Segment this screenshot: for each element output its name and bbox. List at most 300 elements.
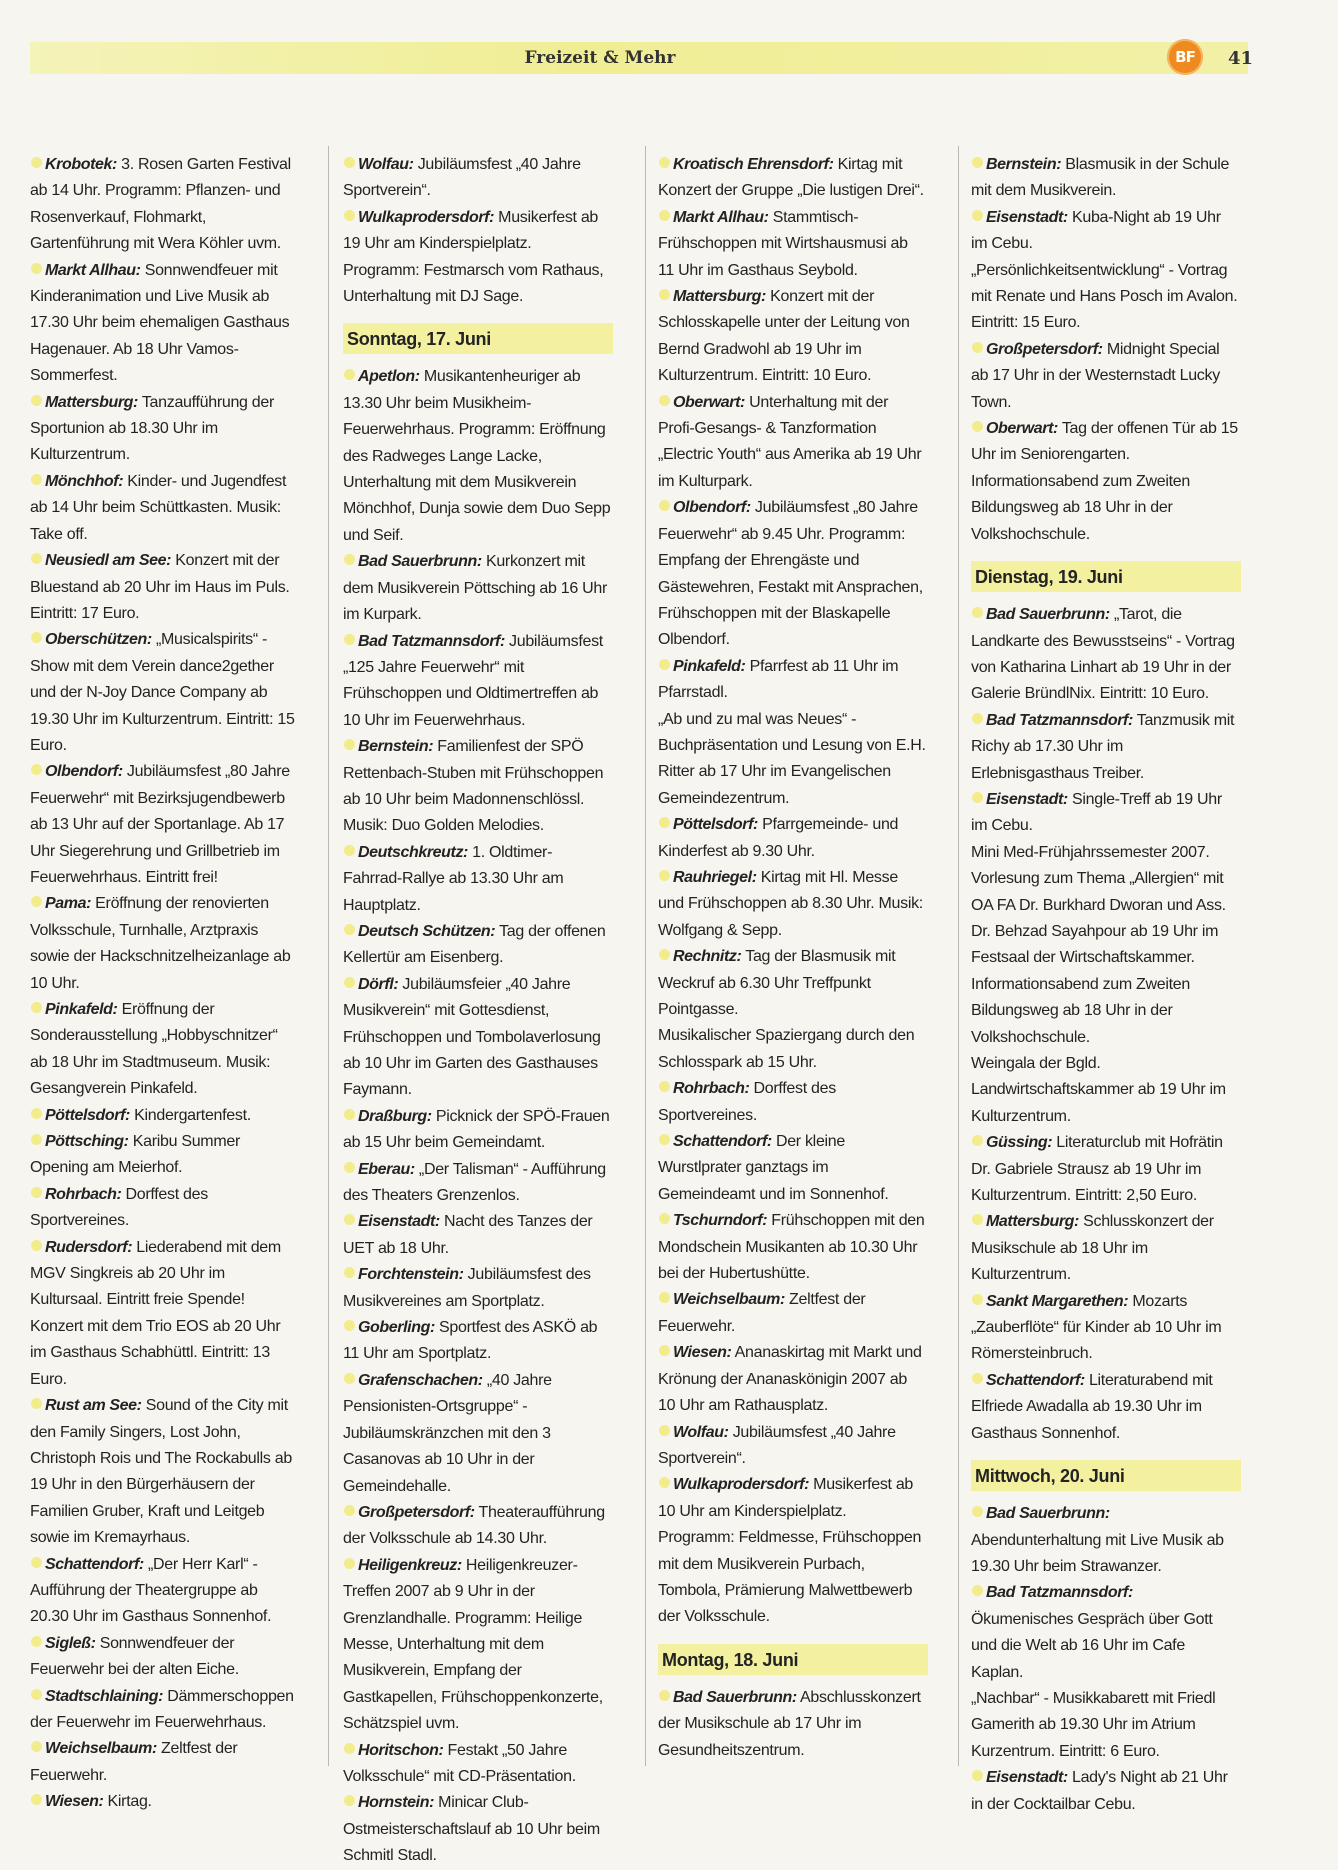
- event-description: „Musicalspirits“ - Show mit dem Verein dance2gether und der N-Joy Dance Company ab 19.30 Uhr im Kulturzentrum. Eintritt: 15 Euro.: [30, 631, 295, 754]
- column-divider: [645, 146, 646, 1766]
- event-description: Kindergartenfest.: [129, 1106, 251, 1124]
- event-entry: [30, 548, 298, 627]
- event-description: Minicar Club-Ostmeisterschaftslauf ab 10 Uhr beim Schmitl Stadl.: [343, 1794, 600, 1865]
- bullet-icon: [344, 369, 355, 380]
- event-location: Schattendorf:: [986, 1371, 1085, 1389]
- event-location: Pinkafeld:: [673, 657, 746, 675]
- event-location: Wolfau:: [673, 1423, 729, 1441]
- event-description: „Nachbar“ - Musikkabarett mit Friedl Gamerith ab 19.30 Uhr im Atrium Kurzentrum. Eintritt: 6 Euro.: [971, 1689, 1216, 1760]
- event-location: Pama:: [45, 895, 92, 913]
- bullet-icon: [344, 157, 355, 168]
- event-location: Pöttsching:: [45, 1133, 129, 1151]
- event-location: Weichselbaum:: [673, 1291, 785, 1309]
- column-divider: [958, 146, 959, 1766]
- event-description: Karibu Summer Opening am Meierhof.: [30, 1133, 240, 1177]
- event-location: Draßburg:: [358, 1107, 432, 1125]
- bullet-icon: [344, 1162, 355, 1173]
- event-location: Deutschkreutz:: [358, 843, 468, 861]
- event-description: Weingala der Bgld. Landwirtschaftskammer ab 19 Uhr im Kulturzentrum.: [971, 1055, 1226, 1125]
- event-entry: [971, 1501, 1239, 1580]
- event-location: Markt Allhau:: [45, 261, 141, 279]
- day-heading: Montag, 18. Juni: [658, 1644, 928, 1675]
- event-description: Der kleine Wurstlprater ganztags im Gemeindeamt und im Sonnenhof.: [658, 1133, 889, 1203]
- event-description: Kirtag mit Konzert der Gruppe „Die lustigen Drei“.: [658, 156, 924, 200]
- event-entry: [658, 1023, 926, 1076]
- event-entry: [658, 1420, 926, 1473]
- event-description: Jubiläumsfest „80 Jahre Feuerwehr“ ab 9.45 Uhr. Programm: Empfang der Ehrengäste und Gästewehren, Festakt mit Ansprachen, Frühschoppen mit der Blaskapelle Olbendorf.: [658, 499, 923, 649]
- event-description: „Der Talisman“ - Aufführung des Theaters Grenzenlos.: [343, 1160, 606, 1205]
- event-description: Stammtisch-Frühschoppen mit Wirtshausmusi ab 11 Uhr im Gasthaus Seybold.: [658, 208, 908, 279]
- event-description: Midnight Special ab 17 Uhr in der Westernstadt Lucky Town.: [971, 340, 1220, 411]
- event-description: Jubiläumsfest „125 Jahre Feuerwehr“ mit Frühschoppen und Oldtimertreffen ab 10 Uhr im Feuerwehrhaus.: [343, 632, 603, 729]
- event-description: Jubiläumsfest „80 Jahre Feuerwehr“ mit Bezirksjugendbewerb ab 13 Uhr auf der Sportanlage. Ab 17 Uhr Siegerehrung und Grillbetrieb im Feuerwehrhaus. Eintritt frei!: [30, 763, 290, 886]
- event-location: Sigleß:: [45, 1634, 96, 1652]
- event-description: Informationsabend zum Zweiten Bildungsweg ab 18 Uhr in der Volkshochschule.: [971, 472, 1190, 543]
- event-location: Olbendorf:: [45, 763, 123, 781]
- event-location: Sankt Margarethen:: [986, 1292, 1129, 1310]
- event-entry: [30, 1129, 298, 1182]
- bullet-icon: [659, 1345, 670, 1356]
- bullet-icon: [31, 474, 42, 485]
- event-description: Mozarts „Zauberflöte“ für Kinder ab 10 Uhr im Römersteinbruch.: [971, 1292, 1222, 1363]
- event-location: Eisenstadt:: [986, 1769, 1068, 1787]
- event-description: Theateraufführung der Volksschule ab 14.30 Uhr.: [343, 1503, 605, 1548]
- bullet-icon: [31, 263, 42, 274]
- event-location: Bad Tatzmannsdorf:: [358, 632, 505, 650]
- event-location: Rechnitz:: [673, 948, 742, 966]
- event-location: Markt Allhau:: [673, 208, 769, 226]
- event-location: Eisenstadt:: [358, 1213, 440, 1231]
- event-entry: [971, 416, 1239, 469]
- bullet-icon: [31, 1741, 42, 1752]
- bullet-icon: [31, 1557, 42, 1568]
- event-description: Picknick der SPÖ-Frauen ab 15 Uhr beim Gemeindamt.: [343, 1107, 610, 1152]
- bullet-icon: [31, 1689, 42, 1700]
- page-header-bar: [30, 42, 1254, 74]
- event-entry: [343, 1104, 611, 1157]
- bullet-icon: [972, 342, 983, 353]
- bullet-icon: [31, 764, 42, 775]
- event-description: Kuba-Night ab 19 Uhr im Cebu.: [971, 208, 1221, 253]
- event-location: Oberwart:: [673, 393, 745, 411]
- bullet-icon: [659, 395, 670, 406]
- event-description: „40 Jahre Pensionisten-Ortsgruppe“ - Jubiläumskränzchen mit den 3 Casanovas ab 10 Uhr in der Gemeindehalle.: [343, 1371, 552, 1495]
- bullet-icon: [344, 739, 355, 750]
- bullet-icon: [31, 1636, 42, 1647]
- event-description: Musikerfest ab 19 Uhr am Kinderspielplatz. Programm: Festmarsch vom Rathaus, Unterhaltung mit DJ Sage.: [343, 208, 604, 306]
- bullet-icon: [344, 1109, 355, 1120]
- bullet-icon: [344, 554, 355, 565]
- event-description: Tanzaufführung der Sportunion ab 18.30 Uhr im Kulturzentrum.: [30, 393, 275, 464]
- event-column-2: [343, 152, 611, 1870]
- event-entry: [30, 390, 298, 469]
- event-description: Pfarrfest ab 11 Uhr im Pfarrstadl.: [658, 657, 899, 702]
- bullet-icon: [31, 1187, 42, 1198]
- event-location: Stadtschlaining:: [45, 1687, 164, 1705]
- event-description: Tag der offenen Tür ab 15 Uhr im Seniorengarten.: [971, 420, 1238, 464]
- event-description: Abschlusskonzert der Musikschule ab 17 Uhr im Gesundheitszentrum.: [658, 1688, 921, 1759]
- bullet-icon: [31, 1002, 42, 1013]
- event-location: Apetlon:: [358, 368, 420, 386]
- bullet-icon: [659, 1081, 670, 1092]
- event-entry: [971, 205, 1239, 258]
- day-heading-box: [343, 310, 613, 364]
- bullet-icon: [972, 1770, 983, 1781]
- bullet-icon: [344, 1558, 355, 1569]
- event-location: Bad Tatzmannsdorf:: [986, 1584, 1133, 1602]
- event-description: Jubiläumsfest „40 Jahre Sportverein“.: [658, 1423, 896, 1467]
- event-location: Grafenschachen:: [358, 1371, 483, 1389]
- bullet-icon: [972, 1135, 983, 1146]
- event-entry: [971, 1209, 1239, 1288]
- event-column-4: [971, 152, 1239, 1818]
- bullet-icon: [972, 1585, 983, 1596]
- event-entry: [658, 1287, 926, 1340]
- bullet-icon: [344, 1320, 355, 1331]
- event-column-3: [658, 152, 926, 1764]
- event-location: Forchtenstein:: [358, 1266, 464, 1284]
- bullet-icon: [972, 1214, 983, 1225]
- event-location: Großpetersdorf:: [358, 1503, 475, 1521]
- event-location: Oberwart:: [986, 420, 1058, 438]
- event-entry: [971, 1051, 1239, 1130]
- bullet-icon: [659, 1292, 670, 1303]
- event-description: Frühschoppen mit den Mondschein Musikanten ab 10.30 Uhr bei der Hubertushütte.: [658, 1212, 925, 1283]
- event-entry: [971, 152, 1239, 205]
- event-description: Pfarrgemeinde- und Kinderfest ab 9.30 Uhr.: [658, 816, 899, 860]
- event-entry: [971, 1765, 1239, 1818]
- event-entry: [343, 1368, 611, 1500]
- bullet-icon: [31, 157, 42, 168]
- bullet-icon: [659, 157, 670, 168]
- event-description: Tanzmusik mit Richy ab 17.30 Uhr im Erlebnisgasthaus Treiber.: [971, 711, 1235, 782]
- event-column-1: [30, 152, 298, 1816]
- event-location: Wulkaprodersdorf:: [673, 1476, 810, 1494]
- event-location: Bad Tatzmannsdorf:: [986, 711, 1133, 729]
- event-location: Wolfau:: [358, 156, 414, 173]
- bullet-icon: [344, 210, 355, 221]
- bullet-icon: [659, 289, 670, 300]
- event-location: Mattersburg:: [986, 1213, 1079, 1231]
- event-location: Rauhriegel:: [673, 868, 757, 886]
- event-location: Bad Sauerbrunn:: [986, 606, 1110, 624]
- event-location: Oberschützen:: [45, 631, 152, 649]
- event-entry: [30, 759, 298, 891]
- bullet-icon: [31, 632, 42, 643]
- event-location: Wulkaprodersdorf:: [358, 208, 495, 226]
- event-description: Schlusskonzert der Musikschule ab 18 Uhr im Kulturzentrum.: [971, 1213, 1214, 1284]
- event-entry: [971, 602, 1239, 708]
- event-description: Sonnwendfeuer der Feuerwehr bei der alten Eiche.: [30, 1634, 239, 1679]
- event-description: Informationsabend zum Zweiten Bildungsweg ab 18 Uhr in der Volkshochschule.: [971, 975, 1190, 1046]
- event-location: Schattendorf:: [673, 1133, 772, 1151]
- event-entry: [658, 390, 926, 496]
- event-location: Rudersdorf:: [45, 1238, 133, 1256]
- event-entry: [658, 707, 926, 813]
- event-location: Kroatisch Ehrensdorf:: [673, 156, 834, 173]
- event-entry: [971, 1130, 1239, 1209]
- event-location: Rohrbach:: [45, 1185, 122, 1203]
- event-location: Mönchhof:: [45, 472, 124, 490]
- event-entry: [343, 919, 611, 972]
- bullet-icon: [31, 395, 42, 406]
- event-entry: [30, 1393, 298, 1551]
- event-description: Kirtag mit Hl. Messe und Frühschoppen ab 8.30 Uhr. Musik: Wolfgang & Sepp.: [658, 868, 923, 939]
- event-description: „Der Herr Karl“ - Aufführung der Theatergruppe ab 20.30 Uhr im Gasthaus Sonnenhof.: [30, 1555, 272, 1626]
- event-entry: [30, 1631, 298, 1684]
- bullet-icon: [972, 1294, 983, 1305]
- event-entry: [658, 1208, 926, 1287]
- event-entry: [343, 1790, 611, 1869]
- event-entry: [343, 840, 611, 919]
- bf-logo-icon: BF: [1167, 39, 1203, 75]
- event-location: Olbendorf:: [673, 499, 751, 517]
- event-location: Neusiedl am See:: [45, 552, 172, 570]
- event-description: Heiligenkreuzer-Treffen 2007 ab 9 Uhr in der Grenzlandhalle. Programm: Heilige Messe, Unterhaltung mit dem Musikverein, Empfang der Gastkapellen, Frühschoppenkonzerte, Schätzspiel uvm.: [343, 1556, 603, 1733]
- bullet-icon: [659, 817, 670, 828]
- event-entry: [658, 495, 926, 653]
- bullet-icon: [344, 1267, 355, 1278]
- event-description: Blasmusik in der Schule mit dem Musikverein.: [971, 156, 1230, 200]
- bullet-icon: [31, 1134, 42, 1145]
- bullet-icon: [972, 607, 983, 618]
- event-description: Familienfest der SPÖ Rettenbach-Stuben mit Frühschoppen ab 10 Uhr beim Madonnenschlössl. Musik: Duo Golden Melodies.: [343, 738, 604, 835]
- event-location: Wiesen:: [673, 1344, 732, 1362]
- event-entry: [971, 337, 1239, 416]
- event-description: Ananaskirtag mit Markt und Krönung der Ananaskönigin 2007 ab 10 Uhr am Rathausplatz.: [658, 1344, 922, 1415]
- event-entry: [658, 654, 926, 707]
- event-location: Wiesen:: [45, 1793, 104, 1811]
- column-divider: [328, 146, 329, 1766]
- event-entry: [658, 812, 926, 865]
- event-entry: [658, 1076, 926, 1129]
- event-description: Abendunterhaltung mit Live Musik ab 19.30 Uhr beim Strawanzer.: [971, 1531, 1224, 1575]
- event-description: Lady's Night ab 21 Uhr in der Cocktailbar Cebu.: [971, 1769, 1228, 1813]
- event-entry: [343, 1738, 611, 1791]
- bullet-icon: [659, 500, 670, 511]
- event-entry: [971, 1580, 1239, 1686]
- event-description: Jubiläumsfest „40 Jahre Sportverein“.: [343, 156, 581, 200]
- bullet-icon: [31, 1398, 42, 1409]
- event-entry: [658, 205, 926, 284]
- event-entry: [971, 469, 1239, 548]
- bullet-icon: [659, 870, 670, 881]
- event-entry: [658, 1472, 926, 1630]
- event-entry: [343, 972, 611, 1104]
- bullet-icon: [972, 1373, 983, 1384]
- event-location: Eberau:: [358, 1160, 415, 1178]
- event-description: „Tarot, die Landkarte des Bewusstseins“ - Vortrag von Katharina Linhart ab 19 Uhr in der Galerie BründlNix. Eintritt: 10 Euro.: [971, 606, 1235, 703]
- event-description: Konzert mit dem Trio EOS ab 20 Uhr im Gasthaus Schabhüttl. Eintritt: 13 Euro.: [30, 1317, 281, 1388]
- bullet-icon: [344, 924, 355, 935]
- bullet-icon: [972, 792, 983, 803]
- event-entry: [343, 1262, 611, 1315]
- event-description: Mini Med-Frühjahrssemester 2007. Vorlesung zum Thema „Allergien“ mit OA FA Dr. Burkhard Dworan und Ass. Dr. Behzad Sayahpour ab 19 Uhr im Festsaal der Wirtschaftskammer.: [971, 843, 1226, 967]
- event-entry: [658, 152, 926, 205]
- event-entry: [30, 1103, 298, 1129]
- bullet-icon: [659, 1134, 670, 1145]
- event-description: Ökumenisches Gespräch über Gott und die Welt ab 16 Uhr im Cafe Kaplan.: [971, 1610, 1213, 1681]
- event-location: Bad Sauerbrunn:: [673, 1688, 797, 1706]
- bullet-icon: [344, 1373, 355, 1384]
- event-description: Eröffnung der renovierten Volksschule, Turnhalle, Arztpraxis sowie der Hackschnitzelheizanlage ab 10 Uhr.: [30, 895, 291, 992]
- event-entry: [343, 549, 611, 628]
- bullet-icon: [659, 1213, 670, 1224]
- event-description: Sonnwendfeuer mit Kinderanimation und Live Musik ab 17.30 Uhr beim ehemaligen Gasthaus Hagenauer. Ab 18 Uhr Vamos-Sommerfest.: [30, 261, 290, 385]
- event-location: Horitschon:: [358, 1741, 444, 1759]
- bullet-icon: [344, 1214, 355, 1225]
- bullet-icon: [344, 1505, 355, 1516]
- event-location: Hornstein:: [358, 1794, 435, 1812]
- event-description: Musikantenheuriger ab 13.30 Uhr beim Musikheim-Feuerwehrhaus. Programm: Eröffnung des Radweges Lange Lacke, Unterhaltung mit dem Musikverein Mönchhof, Dunja sowie dem Duo Sepp und Seif.: [343, 368, 611, 544]
- day-heading: Dienstag, 19. Juni: [971, 561, 1241, 592]
- day-heading: Sonntag, 17. Juni: [343, 323, 613, 354]
- event-location: Bad Sauerbrunn:: [358, 553, 482, 571]
- event-entry: [658, 1340, 926, 1419]
- event-entry: [30, 891, 298, 997]
- event-description: „Persönlichkeitsentwicklung“ - Vortrag mit Renate und Hans Posch im Avalon. Eintritt: 15 Euro.: [971, 261, 1238, 332]
- event-entry: [343, 1553, 611, 1738]
- event-entry: [30, 1736, 298, 1789]
- event-description: Eröffnung der Sonderausstellung „Hobbyschnitzer“ ab 18 Uhr im Stadtmuseum. Musik: Gesangverein Pinkafeld.: [30, 1001, 278, 1098]
- event-location: Güssing:: [986, 1134, 1053, 1152]
- event-entry: [343, 205, 611, 311]
- event-location: Rohrbach:: [673, 1080, 750, 1098]
- page-number: 41: [1228, 48, 1254, 69]
- event-entry: [30, 152, 298, 258]
- bullet-icon: [659, 1425, 670, 1436]
- day-heading-box: [971, 548, 1241, 602]
- section-title: Freizeit & Mehr: [524, 48, 676, 68]
- event-entry: [343, 734, 611, 840]
- event-location: Pöttelsdorf:: [673, 816, 758, 834]
- event-entry: [971, 787, 1239, 840]
- bullet-icon: [344, 845, 355, 856]
- event-entry: [30, 469, 298, 548]
- event-entry: [658, 284, 926, 390]
- event-description: Jubiläumsfeier „40 Jahre Musikverein“ mit Gottesdienst, Frühschoppen und Tombolaverlosung ab 10 Uhr im Garten des Gasthauses Faymann.: [343, 975, 601, 1099]
- event-entry: [30, 1789, 298, 1815]
- event-description: Musikalischer Spaziergang durch den Schlosspark ab 15 Uhr.: [658, 1027, 915, 1071]
- event-description: „Ab und zu mal was Neues“ - Buchpräsentation und Lesung von E.H. Ritter ab 17 Uhr im Evangelischen Gemeindezentrum.: [658, 710, 926, 807]
- bullet-icon: [31, 1240, 42, 1251]
- event-description: Zeltfest der Feuerwehr.: [658, 1291, 866, 1335]
- event-description: 3. Rosen Garten Festival ab 14 Uhr. Programm: Pflanzen- und Rosenverkauf, Flohmarkt, Gartenführung mit Wera Köhler uvm.: [30, 156, 291, 253]
- event-location: Deutsch Schützen:: [358, 922, 496, 940]
- event-entry: [343, 1157, 611, 1210]
- event-description: Jubiläumsfest des Musikvereines am Sportplatz.: [343, 1266, 591, 1310]
- event-description: Konzert mit der Bluestand ab 20 Uhr im Haus im Puls. Eintritt: 17 Euro.: [30, 552, 290, 622]
- event-description: Dorffest des Sportvereines.: [658, 1080, 836, 1124]
- event-location: Goberling:: [358, 1319, 435, 1337]
- event-entry: [971, 258, 1239, 337]
- bullet-icon: [344, 1795, 355, 1806]
- event-entry: [30, 1182, 298, 1235]
- event-description: Kurkonzert mit dem Musikverein Pöttsching ab 16 Uhr im Kurpark.: [343, 553, 607, 624]
- bullet-icon: [31, 1108, 42, 1119]
- event-location: Heiligenkreuz:: [358, 1556, 462, 1574]
- event-location: Mattersburg:: [45, 393, 138, 411]
- event-description: Festakt „50 Jahre Volksschule“ mit CD-Präsentation.: [343, 1741, 576, 1785]
- event-entry: [30, 258, 298, 390]
- event-entry: [30, 1314, 298, 1393]
- event-entry: [30, 1235, 298, 1314]
- event-entry: [971, 708, 1239, 787]
- event-entry: [343, 1315, 611, 1368]
- event-location: Großpetersdorf:: [986, 340, 1103, 358]
- event-description: Nacht des Tanzes der UET ab 18 Uhr.: [343, 1213, 593, 1257]
- event-description: Literaturabend mit Elfriede Awadalla ab 19.30 Uhr im Gasthaus Sonnenhof.: [971, 1371, 1213, 1442]
- event-location: Schattendorf:: [45, 1555, 144, 1573]
- event-entry: [343, 152, 611, 205]
- event-description: Sound of the City mit den Family Singers, Lost John, Christoph Rois und The Rockabulls ab 19 Uhr in den Bürgerhäusern der Familien Gruber, Kraft und Leitgeb sowie im Kremayrhaus.: [30, 1397, 292, 1547]
- bullet-icon: [31, 896, 42, 907]
- event-description: Unterhaltung mit der Profi-Gesangs- & Tanzformation „Electric Youth“ aus Amerika ab 19 Uhr im Kulturpark.: [658, 393, 922, 490]
- event-entry: [343, 1500, 611, 1553]
- event-description: Zeltfest der Feuerwehr.: [30, 1740, 238, 1784]
- event-entry: [971, 1368, 1239, 1447]
- event-location: Bernstein:: [358, 738, 434, 756]
- event-description: Musikerfest ab 10 Uhr am Kinderspielplatz. Programm: Feldmesse, Frühschoppen mit dem Musikverein Purbach, Tombola, Prämierung Malwettbewerb der Volksschule.: [658, 1476, 922, 1626]
- bullet-icon: [659, 949, 670, 960]
- event-description: Literaturclub mit Hofrätin Dr. Gabriele Strausz ab 19 Uhr im Kulturzentrum. Eintritt: 2,50 Euro.: [971, 1134, 1223, 1205]
- event-entry: [658, 865, 926, 944]
- day-heading-box: [971, 1447, 1241, 1501]
- event-description: Sportfest des ASKÖ ab 11 Uhr am Sportplatz.: [343, 1319, 598, 1363]
- event-description: Kirtag.: [103, 1793, 152, 1811]
- bullet-icon: [659, 1477, 670, 1488]
- event-location: Mattersburg:: [673, 288, 766, 306]
- event-entry: [343, 629, 611, 735]
- event-location: Dörfl:: [358, 975, 399, 993]
- event-entry: [658, 1685, 926, 1764]
- bullet-icon: [972, 421, 983, 432]
- event-location: Pöttelsdorf:: [45, 1106, 130, 1124]
- event-description: Konzert mit der Schlosskapelle unter der Leitung von Bernd Gradwohl ab 19 Uhr im Kulturzentrum. Eintritt: 10 Euro.: [658, 288, 910, 385]
- event-description: Kinder- und Jugendfest ab 14 Uhr beim Schüttkasten. Musik: Take off.: [30, 472, 287, 543]
- event-entry: [658, 1129, 926, 1208]
- event-location: Bernstein:: [986, 156, 1062, 173]
- event-entry: [30, 1552, 298, 1631]
- event-location: Tschurndorf:: [673, 1212, 768, 1230]
- event-description: Single-Treff ab 19 Uhr im Cebu.: [971, 790, 1222, 835]
- event-entry: [971, 1686, 1239, 1765]
- bullet-icon: [972, 713, 983, 724]
- event-description: Liederabend mit dem MGV Singkreis ab 20 Uhr im Kultursaal. Eintritt freie Spende!: [30, 1238, 281, 1309]
- bullet-icon: [972, 157, 983, 168]
- event-entry: [971, 1289, 1239, 1368]
- event-description: Tag der Blasmusik mit Weckruf ab 6.30 Uhr Treffpunkt Pointgasse.: [658, 948, 896, 1018]
- event-entry: [30, 997, 298, 1103]
- event-location: Bad Sauerbrunn:: [986, 1505, 1110, 1523]
- bullet-icon: [659, 1690, 670, 1701]
- event-location: Rust am See:: [45, 1397, 142, 1415]
- bullet-icon: [659, 210, 670, 221]
- event-entry: [343, 1209, 611, 1262]
- day-heading-box: [658, 1631, 928, 1685]
- bullet-icon: [972, 1506, 983, 1517]
- event-entry: [30, 1684, 298, 1737]
- bullet-icon: [344, 977, 355, 988]
- bullet-icon: [344, 634, 355, 645]
- event-location: Krobotek:: [45, 156, 117, 173]
- event-entry: [971, 972, 1239, 1051]
- event-description: Tag der offenen Kellertür am Eisenberg.: [343, 922, 606, 967]
- event-entry: [30, 627, 298, 759]
- event-description: Dorffest des Sportvereines.: [30, 1185, 208, 1230]
- bullet-icon: [344, 1743, 355, 1754]
- day-heading: Mittwoch, 20. Juni: [971, 1460, 1241, 1491]
